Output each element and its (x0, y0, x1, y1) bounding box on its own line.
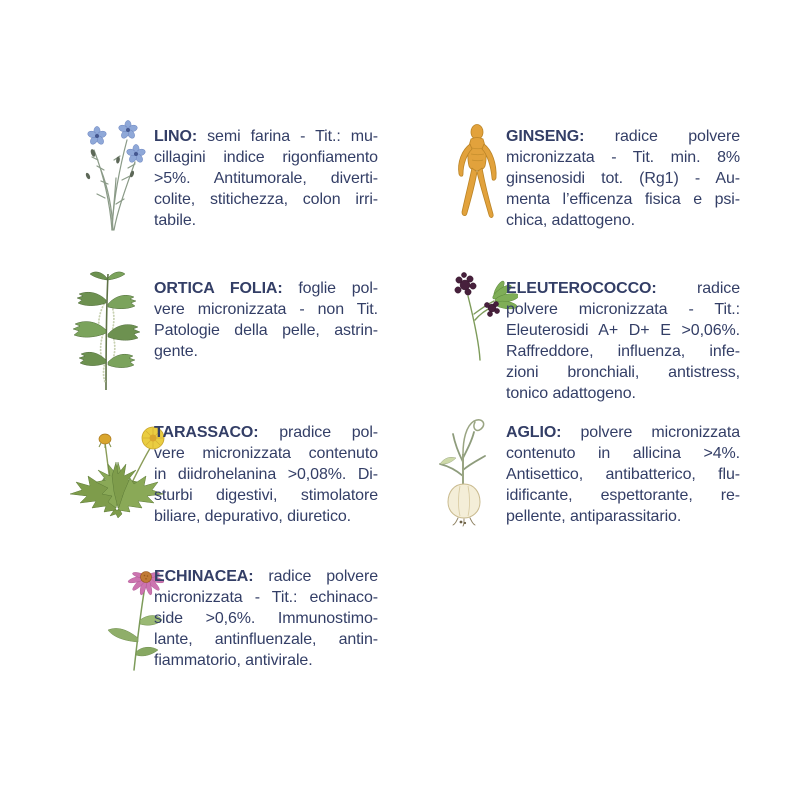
entry-aglio (420, 412, 740, 528)
entry-text-line: gente. (154, 343, 198, 360)
ginseng-root-illustration (420, 116, 506, 231)
flax-plant-illustration (60, 116, 154, 232)
entry-text-line: lante, antinfluenzale, antin- (154, 631, 378, 648)
entry-text-line: Eleuterosidi A+ D+ E >0,06%. (506, 322, 740, 339)
entry-text (506, 412, 740, 528)
entry-text-line: fiammatorio, antivirale. (154, 652, 313, 669)
entry-text-line: vere micronizzata - non Tit. (154, 301, 378, 318)
entry-text (154, 116, 378, 232)
entry-text-line: in diidrohelanina >0,08%. Di- (154, 466, 378, 483)
dandelion-plant-illustration (60, 412, 154, 527)
entry-lino (60, 116, 378, 232)
entry-text-line: GINSENG: radice polvere (506, 128, 740, 145)
entry-title: AGLIO: (506, 424, 562, 441)
entry-text-line: biliare, depurativo, diuretico. (154, 508, 352, 525)
entry-text-line: cillagini indice rigonfiamento (154, 149, 378, 166)
entry-text (506, 268, 740, 404)
entry-title: LINO: (154, 128, 198, 145)
entry-text (154, 412, 378, 527)
entry-ginseng (420, 116, 740, 231)
entry-text-line: sturbi digestivi, stimolatore (154, 487, 378, 504)
entry-text-line: TARASSACO: pradice pol- (154, 424, 378, 441)
entry-title: ECHINACEA: (154, 568, 254, 585)
entry-text-line: Antisettico, antibatterico, flu- (506, 466, 740, 483)
entry-text-line: micronizzata - Tit.: echinaco- (154, 589, 378, 606)
entry-eleuterococco (420, 268, 740, 404)
entry-text-line: tabile. (154, 212, 196, 229)
entry-text-line: chica, adattogeno. (506, 212, 635, 229)
entry-text-line: colite, stitichezza, colon irri- (154, 191, 378, 208)
garlic-plant-illustration (420, 412, 506, 528)
entry-text-line: side >0,6%. Immunostimo- (154, 610, 378, 627)
echinacea-flower-illustration (60, 556, 154, 672)
entry-text (154, 556, 378, 672)
entry-text-line: Patologie della pelle, astrin- (154, 322, 378, 339)
entry-text-line: micronizzata - Tit. min. 8% (506, 149, 740, 166)
entry-title: ORTICA FOLIA: (154, 280, 283, 297)
entry-title: TARASSACO: (154, 424, 259, 441)
entry-text-line: pellente, antiparassitario. (506, 508, 682, 525)
entry-title: ELEUTEROCOCCO: (506, 280, 657, 297)
entry-text-line: LINO: semi farina - Tit.: mu- (154, 128, 378, 145)
entry-text-line: ginsenosidi tot. (Rg1) - Au- (506, 170, 740, 187)
entry-text-line: idificante, espettorante, re- (506, 487, 740, 504)
entry-tarassaco (60, 412, 378, 527)
entry-title: GINSENG: (506, 128, 585, 145)
entry-text-line: tonico adattogeno. (506, 385, 636, 402)
entry-text (154, 268, 378, 392)
entry-text-line: Raffreddore, influenza, infe- (506, 343, 740, 360)
entry-text-line: ECHINACEA: radice polvere (154, 568, 378, 585)
nettle-plant-illustration (60, 268, 154, 392)
entry-echinacea (60, 556, 378, 672)
entry-ortica (60, 268, 378, 392)
entry-text-line: polvere micronizzata - Tit.: (506, 301, 740, 318)
entry-text-line: menta l’efficenza fisica e psi- (506, 191, 740, 208)
entry-text-line: >5%. Antitumorale, diverti- (154, 170, 378, 187)
eleutherococcus-berry-plant-illustration (420, 268, 506, 404)
entry-text-line: vere micronizzata contenuto (154, 445, 378, 462)
entry-text-line: ORTICA FOLIA: foglie pol- (154, 280, 378, 297)
entry-text-line: contenuto in allicina >4%. (506, 445, 740, 462)
entry-text-line: zioni bronchiali, antistress, (506, 364, 740, 381)
entry-text-line: AGLIO: polvere micronizzata (506, 424, 740, 441)
entry-text-line: ELEUTEROCOCCO: radice (506, 280, 740, 297)
entry-text (506, 116, 740, 231)
